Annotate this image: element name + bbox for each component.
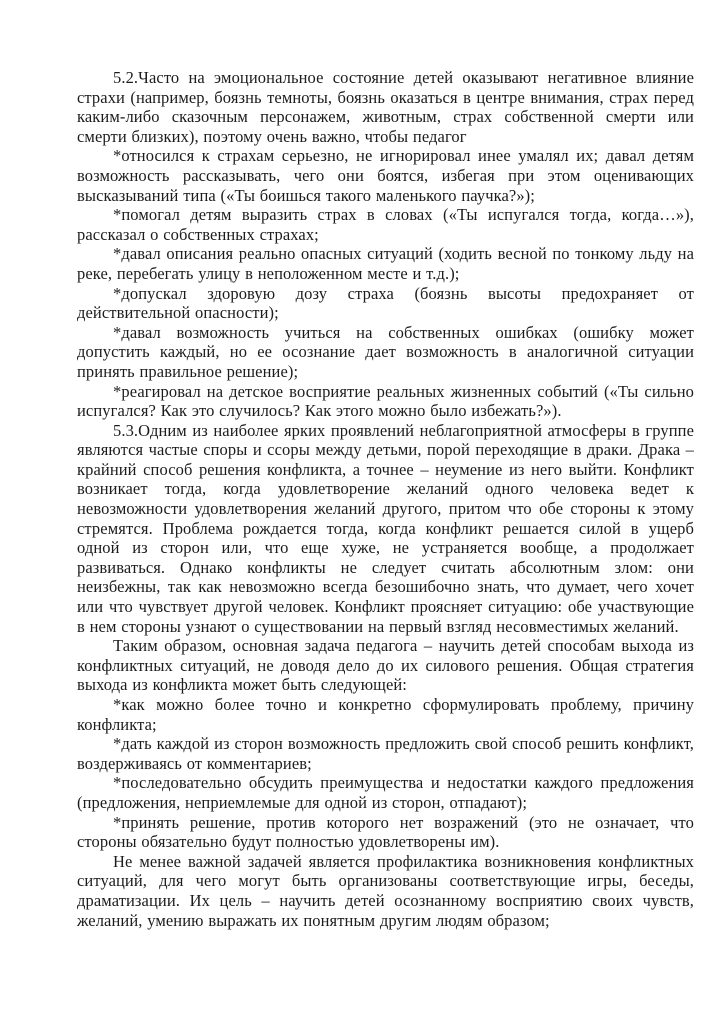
bullet-item-strategy-2: *дать каждой из сторон возможность предложить свой способ решить конфликт, воздерживаясь от комментариев; xyxy=(77,734,694,773)
bullet-item-fears-5: *давал возможность учиться на собственных ошибках (ошибку может допустить каждый, но ее осознание дает возможность в аналогичной ситуации принять правильное решение); xyxy=(77,322,694,381)
paragraph-teacher-task: Таким образом, основная задача педагога – научить детей способам выхода из конфликтных ситуаций, не доводя дело до их силового решения. Общая стратегия выхода из конфликта может быть следующей: xyxy=(77,636,694,695)
bullet-item-fears-6: *реагировал на детское восприятие реальных жизненных событий («Ты сильно испугался? Как это случилось? Как этого можно было избежать?»). xyxy=(77,381,694,421)
paragraph-5-3-conflicts: 5.3.Одним из наиболее ярких проявлений неблагоприятной атмосферы в группе являются частые споры и ссоры между детьми, порой переходящие в драки. Драка – крайний способ решения конфликта, а точнее – неумение из него выйти. Конфликт возникает тогда, когда удовлетворение желаний одного человека ведет к невозможности удовлетворения желаний другого, притом что обе стороны к этому стремятся. Проблема рождается тогда, когда конфликт решается силой в ущерб одной из сторон или, что еще хуже, не устраняется вообще, а продолжает развиваться. Однако конфликты не следует считать абсолютным злом: они неизбежны, так как невозможно всегда безошибочно знать, что думает, чего хочет или что чувствует другой человек. Конфликт проясняет ситуацию: обе участвующие в нем стороны узнают о существовании на первый взгляд несовместимых желаний. xyxy=(77,420,694,636)
bullet-item-fears-1: *относился к страхам серьезно, не игнорировал инее умалял их; давал детям возможность рассказывать, чего они боятся, избегая при этом оценивающих высказываний типа («Ты боишься такого маленького паучка?»); xyxy=(77,146,694,205)
bullet-item-strategy-1: *как можно более точно и конкретно сформулировать проблему, причину конфликта; xyxy=(77,695,694,734)
bullet-item-strategy-4: *принять решение, против которого нет возражений (это не означает, что стороны обязательно будут полностью удовлетворены им). xyxy=(77,812,694,852)
bullet-item-strategy-3: *последовательно обсудить преимущества и недостатки каждого предложения (предложения, неприемлемые для одной из сторон, отпадают); xyxy=(77,773,694,812)
bullet-item-fears-3: *давал описания реально опасных ситуаций (ходить весной по тонкому льду на реке, перебегать улицу в неположенном месте и т.д.); xyxy=(77,244,694,283)
paragraph-prevention: Не менее важной задачей является профилактика возникновения конфликтных ситуаций, для чего могут быть организованы соответствующие игры, беседы, драматизации. Их цель – научить детей осознанному восприятию своих чувств, желаний, умению выражать их понятным другим людям образом; xyxy=(77,851,694,930)
bullet-item-fears-2: *помогал детям выразить страх в словах («Ты испугался тогда, когда…»), рассказал о собственных страхах; xyxy=(77,205,694,244)
bullet-item-fears-4: *допускал здоровую дозу страха (боязнь высоты предохраняет от действительной опасности); xyxy=(77,283,694,323)
document-page xyxy=(77,68,694,930)
paragraph-5-2-intro: 5.2.Часто на эмоциональное состояние детей оказывают негативное влияние страхи (например, боязнь темноты, боязнь оказаться в центре внимания, страх перед каким-либо сказочным персонажем, животным, страх собственной смерти или смерти близких), поэтому очень важно, чтобы педагог xyxy=(77,68,694,146)
